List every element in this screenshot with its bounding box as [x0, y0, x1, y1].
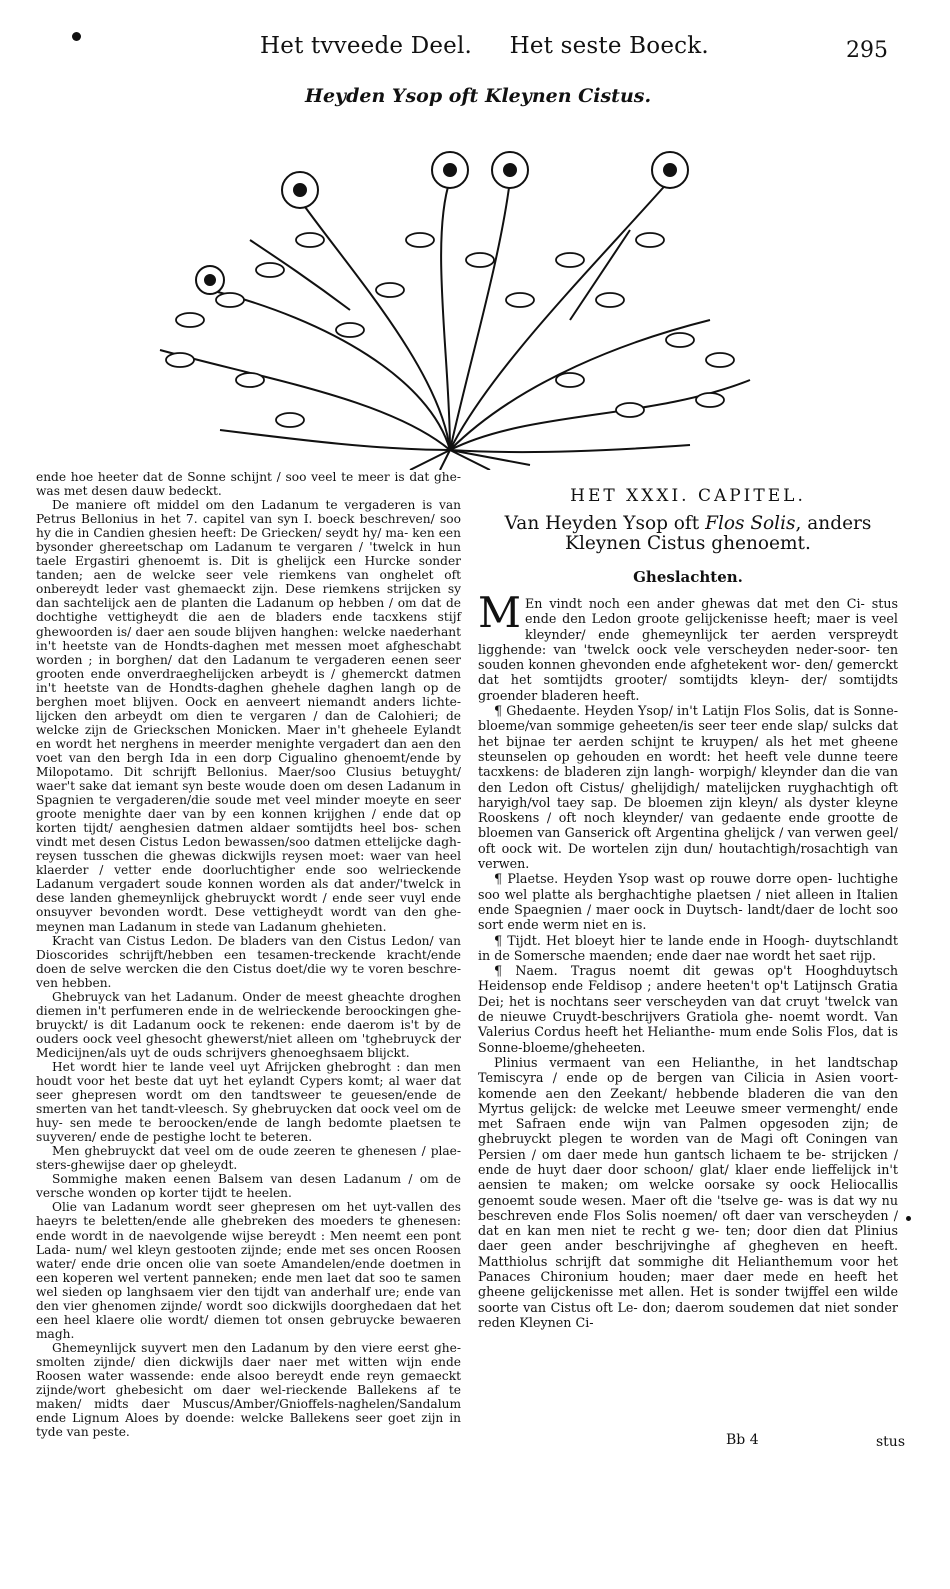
signature-mark: Bb 4: [726, 1432, 759, 1448]
paragraph: ende hoe heeter dat de Sonne schijnt / soo veel te meer is dat ghe- was met desen dauw bedeckt.: [36, 470, 461, 499]
section-subheading: Gheslachten.: [633, 568, 743, 586]
paragraph: Het wordt hier te lande veel uyt Afrijcken ghebroght : dan men houdt voor het beste dat uyt het eylandt Cypers komt; al waer dat seer ghepresen wordt om den tandtsweer te geuesen/ende de smerten van het tandt-vleesch. Sy ghebruycken dat oock veel om de huy- sen mede te beroocken/ende de langh bedomte plaetsen te suyveren/ ende de pestighe locht te beteren.: [36, 1059, 461, 1145]
book-title: Het seste Boeck.: [509, 33, 709, 59]
paragraph-text: En vindt noch een ander ghewas dat met den Ci- stus ende den Ledon groote gelijckenisse heeft; maer is veel kleynder/ ende ghemeynlijck ter aerden verspreydt ligghende: van 'twelck oock vele verscheyden neder-soor- ten souden konnen ghevonden ende afghetekent wor- den/ gemerckt dat het somtijdts grooter/ somtijdts kleyn- der/ somtijdts groender bladeren heeft.: [478, 596, 898, 703]
paragraph: Olie van Ladanum wordt seer ghepresen om het uyt-vallen des haeyrs te beletten/ende alle ghebreken des moeders te ghenesen: ende wordt in de naevolgende wijse bereydt : Men neemt een pont Lada- num/ wel kleyn gestooten zijnde; ende met ses oncen Roosen water/ ende drie oncen olie van soete Amandelen/ende doetmen in een koperen wel vertent panneken; ende men laet dat soo te samen wel sieden op langhsaem vier den tijdt van anderhalf ure; ende van den vier ghenomen zijnde/ wordt soo dickwijls doorghedaen dat het een heel klaere olie wordt/ diemen tot onsen gebruycke bewaeren magh.: [36, 1200, 461, 1341]
paragraph: Ghebruyck van het Ladanum. Onder de meest gheachte droghen diemen in't perfumeren ende in de welrieckende beroockingen ghe- bruyckt/ is dit Ladanum oock te rekenen: ende daerom is't by de ouders oock veel ghesocht ghewerst/niet alleen om 'tghebruyck der Medicijnen/als uyt de ouds schrijvers ghenoeghsaem blijckt.: [36, 989, 461, 1060]
part-title: Het tvveede Deel.: [260, 33, 473, 59]
paragraph: Plinius vermaent van een Helianthe, in het landtschap Temiscyra / ende op de bergen van Cilicia in Asien voort- komende aen den Zeekant/ hebbende bladeren die van den Myrtus gelijck: de welcke met Leeuwe smeer vermenght/ ende met Safraen ende wijn van Palmen opgesoden zijn; de ghebruyckt plegen te worden van de Magi oft Coningen van Persien / om daer mede hun gantsch lichaem te be- strijcken / ende de huyt daer door schoon/ glat/ klaer ende lieffelijck in't aensien te maken; om welcke oorsake sy oock Heliocallis genoemt soude wesen. Maer oft die 'tselve ge- was is dat wy nu beschreven ende Flos Solis noemen/ oft daer van verscheyden / dat en kan men niet te recht g we- ten; door dien dat Plinius daer geen ander beschrijvinghe af ghegheven en heeft. Matthiolus schrijft dat sommighe dit Helianthemum voor het Panaces Chironium houden; maer daer mede en heeft het gheene gelijckenisse met allen. Het is sonder twijffel een wilde soorte van Cistus oft Le- don; daerom soudemen dat niet sonder reden Kleynen Ci-: [478, 1054, 898, 1330]
paragraph: ¶ Plaetse. Heyden Ysop wast op rouwe dorre open- luchtighe soo wel platte als berghachtighe plaetsen / niet alleen in Italien ende Spaegnien / maer oock in Duytsch- landt/daer de locht soo sort ende werm niet en is.: [478, 871, 898, 933]
paragraph: De maniere oft middel om den Ladanum te vergaderen is van Petrus Bellonius in het 7. capitel van syn I. boeck beschreven/ soo hy die in Candien ghesien heeft: De Griecken/ seydt hy/ ma- ken een bysonder ghereetschap om Ladanum te vergaren / 'twelck in hun taele Ergastiri ghenoemt is. Dit is ghelijck een Hurcke sonder tanden; aen de welcke seer vele riemkens van onghelet oft onbereydt leder vast ghemaeckt zijn. Dese riemkens strijcken sy dan sachtelijck aen de planten die Ladanum op hebben / om dat de dochtighe vettigheydt die aen de bladers ende tacxkens stijf ghewoorden is/ daer aen soude blijven hanghen: welcke naederhant in't heetste van de Hondts-daghen met messen moet afgheschabt worden ; in borghen/ dat den Ladanum te vergaderen eenen seer grooten ende onverdraeghelijcken arbeydt is / ghemerckt datmen in't heetste van de Hondts-daghen ghehele daghen langh op de berghen moet blijven. Oock en aenveert niemandt anders lichte- lijcken den arbeydt om dien te vergaren / dan de Calohieri; de welcke zijn de Grieckschen Monicken. Maer in't gheheele Eylandt en wordt het nerghens in meerder menighte vergadert dan aen den voet van den bergh Ida in een dorp Cigualino ghenoemt/ende by Milopotamo. Dit schrijft Bellonius. Maer/soo Clusius betuyght/ waer't sake dat iemant syn beste woude doen om desen Ladanum in Spagnien te vergaderen/die soude met veel minder moeyte en seer groote menighte daer van by een konnen krijghen / ende dat op korten tijdt/ aenghesien datmen aldaer somtijdts heel bos- schen vindt met desen Cistus Ledon bewassen/soo datmen ettelijcke dagh-reysen tusschen die ghewas dickwijls reysen moet: waer van heel klaerder / vetter ende doorluchtigher ende soo welrieckende Ladanum vergadert soude konnen worden als dat ander/'twelck in dese landen ghemeynlijck ghebruyckt wordt / ende seer vuyl ende onsuyver bevonden wordt. Dese vettigheydt wordt van den ghe- meynen man Ladanum in stede van Ladanum ghehieten.: [36, 498, 461, 934]
paragraph: Sommighe maken eenen Balsem van desen Ladanum / om de versche wonden op korter tijdt te heelen.: [36, 1172, 461, 1201]
paragraph: ¶ Ghedaente. Heyden Ysop/ in't Latijn Flos Solis, dat is Sonne-bloeme/van sommige geheeten/is seer teer ende slap/ sulcks dat het bijnae ter aerden schijnt te kruypen/ als het met gheene steunselen op gehouden en wordt: het heeft vele dunne teere tacxkens: de bladeren zijn langh- worpigh/ kleynder dan die van den Ledon oft Cistus/ ghelijdigh/ matelijcken ruyghachtigh oft haryigh/vol taey sap. De bloemen zijn kleyn/ als dyster kleyne Rooskens / oft noch kleynder/ van gedaente ende grootte de bloemen van Ganserick oft Argentina ghelijck / van verwen geel/ oft oock wit. De wortelen zijn dun/ houtachtigh/rosachtigh van verwen.: [478, 703, 898, 872]
paragraph: [478, 588, 898, 703]
chapter-title-part: Kleynen Cistus ghenoemt.: [565, 533, 811, 554]
drop-cap: M: [478, 588, 522, 637]
chapter-title-italic: Flos Solis: [705, 513, 796, 534]
paragraph: Ghemeynlijck suyvert men den Ladanum by den viere eerst ghe- smolten zijnde/ dien dickwijls daer naer met witten wijn ende Roosen water wassende: ende alsoo bereydt ende reyn gemaeckt zijnde/wort ghebesicht om daer wel-rieckende Ballekens af te maken/ midts daer Muscus/Amber/Gnioffels-naghelen/Sandalum ende Lignum Aloes by doende: welcke Ballekens seer goet zijn in tyde van peste.: [36, 1340, 461, 1440]
chapter-number: HET XXXI. CAPITEL.: [570, 486, 806, 506]
paragraph: Kracht van Cistus Ledon. De bladers van den Cistus Ledon/ van Dioscorides schrijft/hebben een tesamen-treckende kracht/ende doen de selve wercken die den Cistus doet/die wy te voren beschre- ven hebben.: [36, 933, 461, 990]
catchword: stus: [876, 1434, 906, 1450]
chapter-title-part: , anders: [795, 513, 872, 534]
left-column: [36, 470, 461, 1439]
chapter-heading: [478, 486, 898, 586]
paragraph: ¶ Tijdt. Het bloeyt hier te lande ende in Hoogh- duytschlandt in de Somersche maenden; ende daer nae wordt het saet rijp.: [478, 932, 898, 963]
flowering-plant-woodcut-icon: [150, 120, 760, 470]
figure-title: Heyden Ysop oft Kleynen Cistus.: [305, 85, 652, 107]
ink-dot: [906, 1216, 911, 1221]
ink-dot: [72, 32, 81, 41]
page-number: 295: [846, 38, 888, 63]
paragraph: Men ghebruyckt dat veel om de oude zeeren te ghenesen / plae- sters-ghewijse daer op gheleydt.: [36, 1144, 461, 1173]
right-column: [478, 588, 898, 1330]
chapter-title: [478, 514, 898, 554]
chapter-title-part: Van Heyden Ysop oft: [504, 513, 700, 534]
running-head: [260, 33, 739, 59]
paragraph: ¶ Naem. Tragus noemt dit gewas op't Hooghduytsch Heidensop ende Feldisop ; andere heeten't op't Latijnsch Gratia Dei; het is nochtans seer verscheyden van dat cruyt 'twelck van de nieuwe Cruydt-beschrijvers Gratiola ghe- noemt wordt. Van Valerius Cordus heeft het Helianthe- mum ende Solis Flos, dat is Sonne-bloeme/gheheeten.: [478, 963, 898, 1055]
